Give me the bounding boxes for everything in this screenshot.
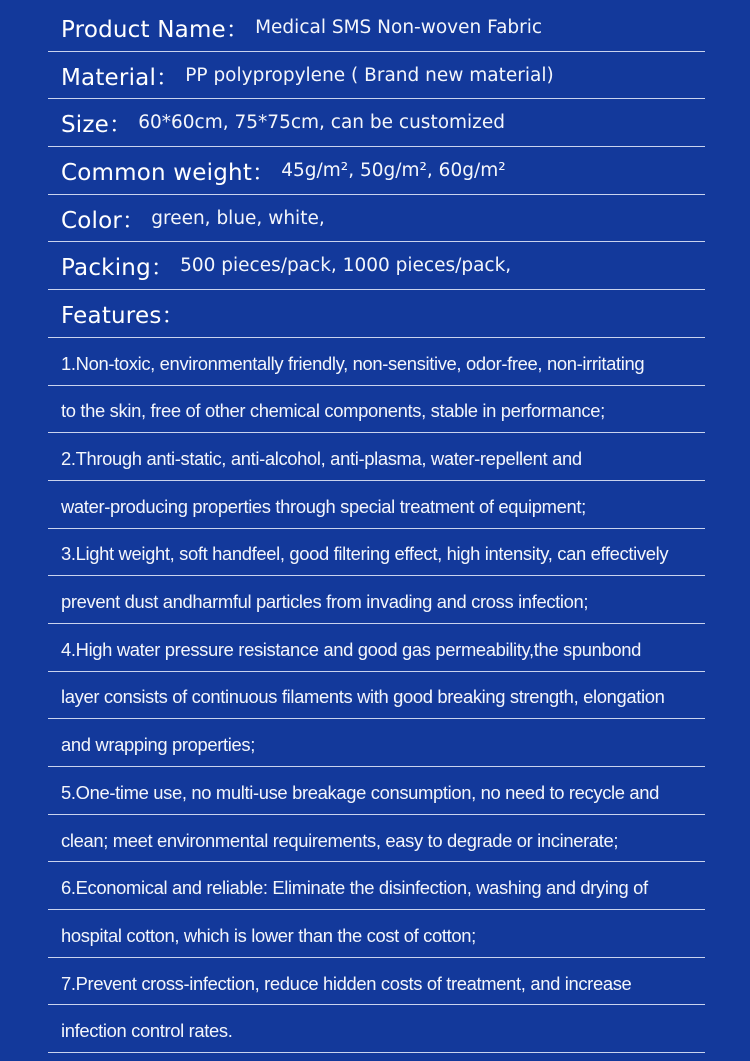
feature-line: and wrapping properties; <box>48 719 705 767</box>
spec-value: Medical SMS Non-woven Fabric <box>255 16 543 38</box>
spec-value: green, blue, white, <box>151 207 325 229</box>
spec-label: Color： <box>61 207 146 234</box>
feature-line: 2.Through anti-static, anti-alcohol, anti-plasma, water-repellent and <box>48 433 705 481</box>
feature-line: clean; meet environmental requirements, easy to degrade or incinerate; <box>48 815 705 863</box>
features-heading-row <box>48 290 705 338</box>
feature-line: infection control rates. <box>48 1005 705 1053</box>
spec-row-product-name <box>48 4 705 52</box>
spec-row-material <box>48 52 705 100</box>
feature-line: water-producing properties through special treatment of equipment; <box>48 481 705 529</box>
spec-row-common-weight <box>48 147 705 195</box>
feature-line: 1.Non-toxic, environmentally friendly, non-sensitive, odor-free, non-irritating <box>48 338 705 386</box>
spec-label: Product Name： <box>61 16 250 43</box>
feature-line: 6.Economical and reliable: Eliminate the disinfection, washing and drying of <box>48 862 705 910</box>
feature-line: to the skin, free of other chemical components, stable in performance; <box>48 386 705 434</box>
feature-line: hospital cotton, which is lower than the cost of cotton; <box>48 910 705 958</box>
feature-line: 7.Prevent cross-infection, reduce hidden costs of treatment, and increase <box>48 958 705 1006</box>
spec-label: Packing： <box>61 255 175 282</box>
feature-line: 5.One-time use, no multi-use breakage consumption, no need to recycle and <box>48 767 705 815</box>
spec-label: Material： <box>61 64 180 91</box>
features-heading: Features： <box>61 302 185 329</box>
spec-row-color <box>48 195 705 243</box>
feature-line: layer consists of continuous filaments with good breaking strength, elongation <box>48 672 705 720</box>
feature-list <box>48 338 705 1053</box>
spec-value: PP polypropylene ( Brand new material) <box>185 64 554 86</box>
spec-value: 60*60cm, 75*75cm, can be customized <box>138 112 506 134</box>
spec-value: 500 pieces/pack, 1000 pieces/pack, <box>180 255 512 277</box>
feature-line: 3.Light weight, soft handfeel, good filtering effect, high intensity, can effectively <box>48 529 705 577</box>
spec-row-size <box>48 99 705 147</box>
spec-label: Size： <box>61 112 133 139</box>
spec-value: 45g/m², 50g/m², 60g/m² <box>281 159 506 181</box>
feature-line: prevent dust andharmful particles from invading and cross infection; <box>48 576 705 624</box>
spec-sheet <box>48 4 705 1053</box>
spec-label: Common weight： <box>61 159 276 186</box>
feature-line: 4.High water pressure resistance and good gas permeability,the spunbond <box>48 624 705 672</box>
spec-row-packing <box>48 242 705 290</box>
